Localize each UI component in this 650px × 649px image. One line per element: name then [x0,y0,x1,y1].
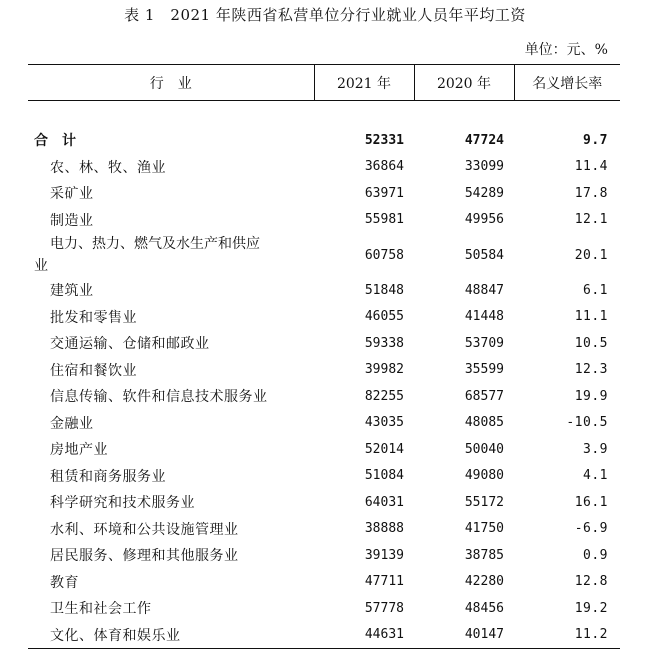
table-row [28,463,620,490]
table-row [28,154,620,181]
industry-name-line2: 业 [34,258,48,274]
wage-2021: 82255 [364,388,404,404]
wage-2020: 33099 [464,159,504,175]
wage-2020: 48456 [464,600,504,616]
wage-2021: 51848 [364,282,404,298]
wage-2020: 35599 [464,362,504,378]
wage-2021: 39139 [364,547,404,563]
growth-rate: -6.9 [574,521,608,537]
table-row [28,622,620,649]
table-row [28,304,620,331]
wage-2020: 54289 [464,185,504,201]
wage-2020: 68577 [464,388,504,404]
industry-name: 住宿和餐饮业 [50,362,137,379]
growth-rate: 11.2 [514,622,620,649]
wage-2021: 63971 [364,185,404,201]
industry-name: 教育 [50,574,79,591]
wage-2020: 42280 [464,574,504,590]
table-row [28,180,620,207]
wage-2021: 43035 [364,415,404,431]
industry-name-line1: 电力、热力、燃气及水生产和供应 [50,236,260,252]
growth-rate: 4.1 [583,468,608,484]
growth-rate: 19.9 [574,388,608,404]
growth-rate: 20.1 [574,247,608,263]
growth-rate: 6.1 [583,282,608,298]
wage-2021: 46055 [364,309,404,325]
unit-note: 单位：元、% [524,42,608,58]
wage-2021: 57778 [364,600,404,616]
industry-name: 信息传输、软件和信息技术服务业 [50,389,268,406]
growth-rate: 11.1 [574,309,608,325]
growth-rate: 0.9 [583,547,608,563]
header-row [28,65,620,101]
table-row [28,516,620,543]
wage-2020: 49080 [464,468,504,484]
industry-name: 交通运输、仓储和邮政业 [50,336,210,353]
industry-name: 科学研究和技术服务业 [50,495,195,512]
header-growth: 名义增长率 [514,65,620,101]
wage-2021: 36864 [364,159,404,175]
industry-name: 居民服务、修理和其他服务业 [50,548,239,565]
wage-2021: 44631 [314,622,414,649]
table-row [28,207,620,234]
growth-rate: 12.8 [574,574,608,590]
wage-2020: 48085 [464,415,504,431]
growth-rate: 3.9 [583,441,608,457]
total-label: 合计 [34,133,90,150]
industry-name: 水利、环境和公共设施管理业 [50,521,239,538]
growth-rate: 17.8 [574,185,608,201]
wage-2021: 60758 [364,247,404,263]
wage-2021: 59338 [364,335,404,351]
industry-name: 建筑业 [50,283,94,300]
wage-2021: 51084 [364,468,404,484]
table-row [28,383,620,410]
wage-2021: 55981 [364,212,404,228]
growth-rate: 11.4 [574,159,608,175]
table-row [28,542,620,569]
wage-2020: 38785 [464,547,504,563]
total-2020: 47724 [464,132,504,148]
table-row [28,436,620,463]
industry-name: 租赁和商务服务业 [50,468,166,485]
spacer-row [28,101,620,128]
table-row [28,233,620,277]
header-2021: 2021 年 [314,65,414,101]
wage-2020: 55172 [464,494,504,510]
wage-2021: 38888 [364,521,404,537]
header-2020: 2020 年 [414,65,514,101]
total-row [28,127,620,154]
total-growth: 9.7 [583,132,608,148]
table-row [28,489,620,516]
wage-2020: 53709 [464,335,504,351]
table-row [28,569,620,596]
table-title: 表 1 2021 年陕西省私营单位分行业就业人员年平均工资 [124,6,526,24]
growth-rate: 19.2 [574,600,608,616]
industry-name: 采矿业 [50,186,94,203]
wage-2020: 40147 [414,622,514,649]
industry-name [28,233,314,277]
wage-2020: 50040 [464,441,504,457]
wage-2021: 39982 [364,362,404,378]
industry-name: 制造业 [50,212,94,229]
wage-2020: 49956 [464,212,504,228]
table-row [28,595,620,622]
wage-2021: 52014 [364,441,404,457]
growth-rate: 10.5 [574,335,608,351]
industry-name: 文化、体育和娱乐业 [28,622,314,649]
industry-name: 批发和零售业 [50,309,137,326]
growth-rate: 12.3 [574,362,608,378]
wage-2020: 48847 [464,282,504,298]
wage-table [28,64,620,649]
growth-rate: -10.5 [566,415,608,431]
header-industry: 行 业 [28,65,314,101]
wage-2020: 50584 [464,247,504,263]
industry-name: 房地产业 [50,442,108,459]
industry-name: 卫生和社会工作 [50,601,152,618]
wage-2020: 41448 [464,309,504,325]
industry-name: 金融业 [50,415,94,432]
growth-rate: 12.1 [574,212,608,228]
total-2021: 52331 [364,132,404,148]
growth-rate: 16.1 [574,494,608,510]
table-row [28,330,620,357]
table-row [28,357,620,384]
industry-name: 农、林、牧、渔业 [50,159,166,176]
wage-2020: 41750 [464,521,504,537]
table-row [28,410,620,437]
table-row [28,277,620,304]
wage-2021: 64031 [364,494,404,510]
wage-2021: 47711 [364,574,404,590]
